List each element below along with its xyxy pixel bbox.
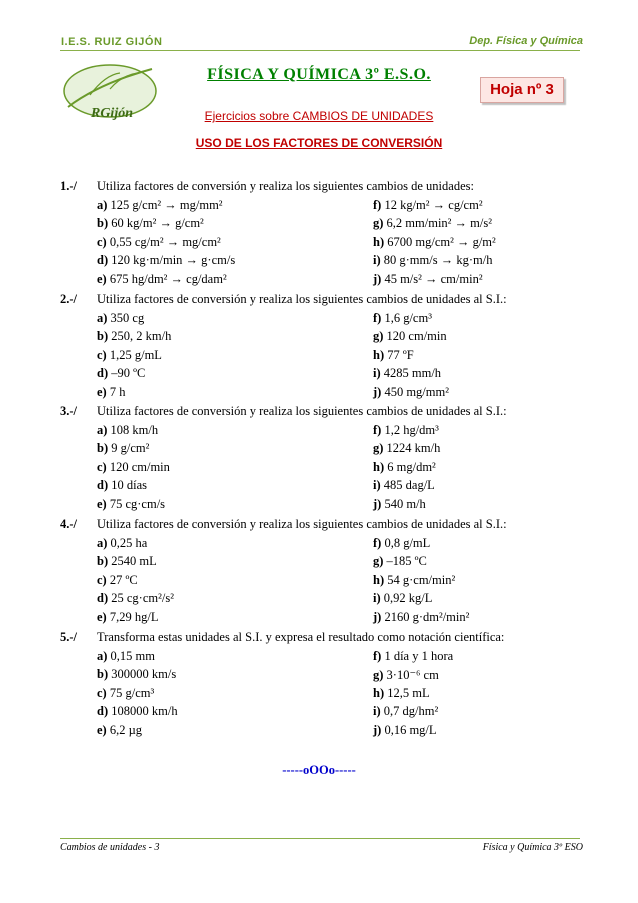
subtitle-conversion: USO DE LOS FACTORES DE CONVERSIÓN: [195, 136, 443, 150]
item-label: f): [373, 648, 382, 663]
item-label: j): [373, 496, 382, 511]
item-text: 1,25 g/mL: [109, 347, 162, 362]
item-label: h): [373, 459, 385, 474]
exercise-number: 3.-/: [60, 404, 78, 418]
exercise-item: [373, 216, 492, 231]
exercise-number: 5.-/: [60, 630, 78, 644]
subtitle-wrap: [0, 107, 638, 125]
item-label: d): [97, 478, 109, 492]
item-text: 540 m/h: [384, 496, 426, 511]
item-label: e): [97, 609, 107, 624]
item-label: c): [97, 459, 107, 474]
item-text: 1224 km/h: [386, 441, 441, 455]
exercise-item: [373, 329, 447, 344]
item-text: 0,15 mm: [110, 648, 155, 663]
exercise-item: [373, 723, 437, 738]
item-label: e): [97, 384, 107, 399]
exercise-item: [373, 423, 439, 438]
item-text: 2540 mL: [111, 554, 157, 568]
item-label: j): [373, 271, 382, 286]
exercise-item: [97, 573, 138, 588]
exercise-item: [373, 441, 440, 456]
page-title: FÍSICA Y QUÍMICA 3º E.S.O.: [207, 66, 431, 83]
exercise-item: [97, 198, 223, 213]
exercise-3: [60, 404, 585, 514]
exercise-item: [373, 198, 483, 213]
footer-rule: [60, 838, 580, 839]
item-label: i): [373, 478, 381, 492]
exercise-item: [97, 253, 235, 268]
item-label: j): [373, 609, 382, 624]
item-text: 250, 2 km/h: [111, 329, 172, 343]
exercise-item: [373, 235, 496, 250]
exercise-item: [97, 385, 125, 400]
item-text: 4285 mm/h: [383, 366, 442, 380]
item-text: 485 dag/L: [383, 478, 435, 492]
exercise-1: [60, 179, 585, 289]
exercise-item: [373, 253, 492, 268]
exercise-statement: Utiliza factores de conversión y realiza los siguientes cambios de unidades:: [97, 179, 474, 193]
item-text: 300000 km/s: [111, 667, 177, 681]
end-mark: -----oOOo-----: [282, 763, 356, 777]
item-text: 1,2 hg/dm³: [384, 422, 439, 437]
item-label: a): [97, 197, 108, 212]
exercise-number: 2.-/: [60, 292, 78, 306]
exercise-item: [97, 348, 162, 363]
item-text: 0,25 ha: [110, 535, 148, 550]
item-label: b): [97, 441, 109, 455]
exercise-item: [373, 649, 453, 664]
item-text: 1 día y 1 hora: [384, 648, 454, 663]
item-label: h): [373, 234, 385, 249]
item-label: c): [97, 685, 107, 700]
item-text: 125 g/cm² → mg/mm²: [110, 197, 223, 212]
item-text: 7 h: [109, 384, 126, 399]
item-label: e): [97, 722, 107, 737]
exercise-item: [97, 686, 154, 701]
item-text: 6 mg/dm²: [387, 459, 436, 474]
exercise-statement: Utiliza factores de conversión y realiza los siguientes cambios de unidades al S.I.:: [97, 517, 507, 531]
item-text: 54 g·cm/min²: [387, 572, 456, 587]
footer-right: Física y Química 3º ESO: [482, 842, 583, 853]
item-text: 12,5 mL: [387, 685, 430, 700]
item-text: 0,55 cg/m² → mg/cm²: [109, 234, 221, 249]
item-label: i): [373, 704, 381, 718]
item-label: e): [97, 271, 107, 286]
item-label: c): [97, 234, 107, 249]
exercise-number: 1.-/: [60, 179, 78, 193]
item-label: i): [373, 253, 381, 267]
item-label: f): [373, 197, 382, 212]
exercise-item: [373, 497, 426, 512]
item-label: d): [97, 366, 109, 380]
department-name: Dep. Física y Química: [469, 35, 583, 47]
item-text: 27 ºC: [109, 572, 138, 587]
item-text: 25 cg·cm²/s²: [111, 591, 174, 605]
exercise-item: [373, 385, 449, 400]
item-text: 12 kg/m² → cg/cm²: [384, 197, 483, 212]
item-text: 1,6 g/cm³: [384, 310, 432, 325]
exercise-number: 4.-/: [60, 517, 78, 531]
exercise-item: [97, 591, 174, 606]
exercise-item: [97, 441, 149, 456]
exercise-statement: Utiliza factores de conversión y realiza los siguientes cambios de unidades al S.I.:: [97, 292, 507, 306]
exercise-item: [97, 704, 178, 719]
item-label: a): [97, 310, 108, 325]
item-label: g): [373, 216, 384, 230]
item-text: 2160 g·dm²/min²: [384, 609, 470, 624]
item-label: c): [97, 347, 107, 362]
item-label: b): [97, 554, 109, 568]
item-label: g): [373, 554, 384, 568]
item-label: j): [373, 384, 382, 399]
exercise-item: [373, 311, 432, 326]
item-text: 120 cm/min: [109, 459, 170, 474]
item-text: 108 km/h: [110, 422, 159, 437]
item-label: g): [373, 329, 384, 343]
item-text: 77 ºF: [387, 347, 414, 362]
exercise-item: [97, 235, 221, 250]
header-rule: [60, 50, 580, 51]
item-text: 0,16 mg/L: [384, 722, 437, 737]
subtitle: Ejercicios sobre CAMBIOS DE UNIDADES: [204, 109, 434, 123]
item-text: 108000 km/h: [111, 704, 178, 718]
exercise-item: [373, 573, 455, 588]
logo-text: RGijón: [90, 106, 134, 121]
item-label: f): [373, 535, 382, 550]
exercise-item: [97, 329, 171, 344]
item-text: 6700 mg/cm² → g/m²: [387, 234, 496, 249]
item-label: a): [97, 535, 108, 550]
item-label: i): [373, 591, 381, 605]
sheet-badge: Hoja nº 3: [480, 77, 564, 103]
exercise-item: [97, 366, 145, 381]
item-text: 0,8 g/mL: [384, 535, 431, 550]
item-label: c): [97, 572, 107, 587]
exercise-item: [97, 497, 165, 512]
item-label: i): [373, 366, 381, 380]
item-text: –90 ºC: [111, 366, 146, 380]
school-name: I.E.S. RUIZ GIJÓN: [61, 36, 163, 48]
subtitle2-wrap: [0, 134, 638, 152]
item-label: f): [373, 310, 382, 325]
item-label: d): [97, 704, 109, 718]
exercise-item: [97, 536, 147, 551]
item-label: g): [373, 441, 384, 455]
item-text: 0,7 dg/hm²: [383, 704, 439, 718]
exercise-item: [97, 554, 157, 569]
item-label: d): [97, 253, 109, 267]
exercise-item: [373, 554, 427, 569]
item-text: 350 cg: [110, 310, 145, 325]
item-text: –185 ºC: [386, 554, 427, 568]
item-text: 80 g·mm/s → kg·m/h: [383, 253, 493, 267]
exercise-item: [97, 460, 170, 475]
item-label: b): [97, 329, 109, 343]
item-text: 6,2 µg: [109, 722, 143, 737]
item-text: 45 m/s² → cm/min²: [384, 271, 483, 286]
exercise-4: [60, 517, 585, 627]
item-text: 75 g/cm³: [109, 685, 155, 700]
exercise-2: [60, 292, 585, 402]
exercise-item: [373, 366, 441, 381]
exercise-item: [97, 272, 227, 287]
exercise-item: [373, 591, 432, 606]
exercise-item: [373, 478, 435, 493]
exercise-item: [373, 348, 414, 363]
item-label: e): [97, 496, 107, 511]
exercise-item: [97, 423, 158, 438]
item-label: a): [97, 422, 108, 437]
item-text: 120 kg·m/min → g·cm/s: [111, 253, 236, 267]
exercise-item: [97, 311, 144, 326]
exercise-item: [373, 536, 430, 551]
item-text: 3·10⁻⁶ cm: [386, 668, 439, 682]
item-label: h): [373, 572, 385, 587]
item-label: d): [97, 591, 109, 605]
exercise-statement: Utiliza factores de conversión y realiza los siguientes cambios de unidades al S.I.:: [97, 404, 507, 418]
item-label: a): [97, 648, 108, 663]
item-label: j): [373, 722, 382, 737]
item-label: f): [373, 422, 382, 437]
item-label: g): [373, 668, 384, 682]
item-text: 675 hg/dm² → cg/dam²: [109, 271, 227, 286]
exercise-item: [373, 610, 469, 625]
item-text: 450 mg/mm²: [384, 384, 449, 399]
exercise-item: [373, 667, 439, 683]
exercise-statement: Transforma estas unidades al S.I. y expresa el resultado como notación científica:: [97, 630, 505, 644]
item-text: 0,92 kg/L: [383, 591, 433, 605]
exercise-5: [60, 630, 585, 740]
item-text: 7,29 hg/L: [109, 609, 159, 624]
exercise-item: [373, 272, 483, 287]
exercise-item: [373, 686, 430, 701]
item-text: 9 g/cm²: [111, 441, 150, 455]
exercise-item: [373, 704, 438, 719]
exercise-item: [373, 460, 436, 475]
item-text: 10 días: [111, 478, 148, 492]
item-label: h): [373, 685, 385, 700]
exercise-item: [97, 216, 204, 231]
item-text: 75 cg·cm/s: [109, 496, 166, 511]
footer-left: Cambios de unidades - 3: [60, 842, 160, 853]
item-label: h): [373, 347, 385, 362]
exercise-item: [97, 478, 147, 493]
item-text: 6,2 mm/min² → m/s²: [386, 216, 492, 230]
exercise-item: [97, 649, 155, 664]
item-text: 120 cm/min: [386, 329, 447, 343]
item-text: 60 kg/m² → g/cm²: [111, 216, 204, 230]
exercise-item: [97, 667, 176, 682]
exercise-item: [97, 610, 158, 625]
item-label: b): [97, 667, 109, 681]
exercise-item: [97, 723, 142, 738]
item-label: b): [97, 216, 109, 230]
